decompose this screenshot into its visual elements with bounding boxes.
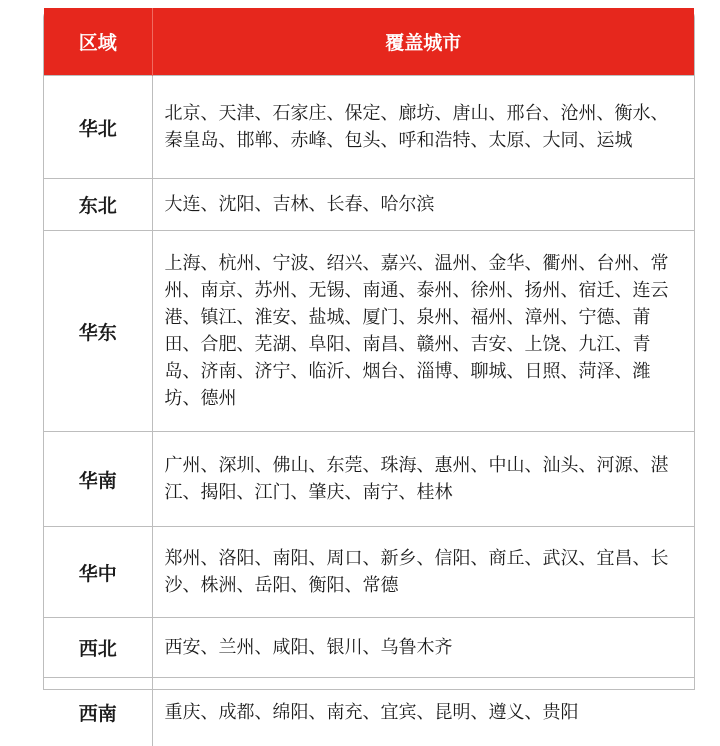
coverage-table-container [43,8,695,690]
table-row [44,76,694,179]
table-row [44,231,694,432]
cities-cell: 西安、兰州、咸阳、银川、乌鲁木齐 [152,618,694,678]
header-region: 区域 [44,8,152,76]
table-header-row [44,8,694,76]
region-cell: 东北 [44,179,152,231]
cities-cell: 广州、深圳、佛山、东莞、珠海、惠州、中山、汕头、河源、湛江、揭阳、江门、肇庆、南宁、桂林 [152,432,694,527]
region-cell: 华南 [44,432,152,527]
table-row [44,527,694,618]
table-row [44,179,694,231]
coverage-table [44,8,694,746]
cities-cell: 上海、杭州、宁波、绍兴、嘉兴、温州、金华、衢州、台州、常州、南京、苏州、无锡、南通、泰州、徐州、扬州、宿迁、连云港、镇江、淮安、盐城、厦门、泉州、福州、漳州、宁德、莆田、合肥、芜湖、阜阳、南昌、赣州、吉安、上饶、九江、青岛、济南、济宁、临沂、烟台、淄博、聊城、日照、菏泽、潍坊、德州 [152,231,694,432]
cities-cell: 重庆、成都、绵阳、南充、宜宾、昆明、遵义、贵阳 [152,678,694,746]
region-cell: 华北 [44,76,152,179]
table-row [44,618,694,678]
region-cell: 西南 [44,678,152,746]
region-cell: 华中 [44,527,152,618]
cities-cell: 北京、天津、石家庄、保定、廊坊、唐山、邢台、沧州、衡水、秦皇岛、邯郸、赤峰、包头、呼和浩特、太原、大同、运城 [152,76,694,179]
table-row [44,432,694,527]
cities-cell: 大连、沈阳、吉林、长春、哈尔滨 [152,179,694,231]
cities-cell: 郑州、洛阳、南阳、周口、新乡、信阳、商丘、武汉、宜昌、长沙、株洲、岳阳、衡阳、常德 [152,527,694,618]
region-cell: 华东 [44,231,152,432]
table-row [44,678,694,746]
header-cities: 覆盖城市 [152,8,694,76]
region-cell: 西北 [44,618,152,678]
